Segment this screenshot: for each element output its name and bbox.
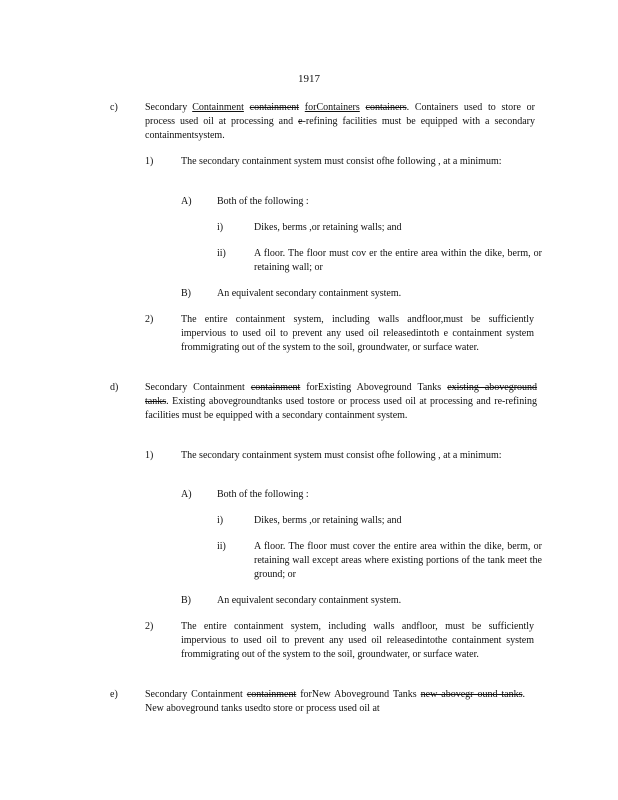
section-d-item-2-label: 2) xyxy=(145,621,154,632)
section-c-item-ii-text: A floor. The floor must cov er the entire area within the dike, berm, or retaining wall; or xyxy=(254,248,542,273)
section-e-body: . New aboveground tanks usedto store or process used oil at xyxy=(145,689,526,714)
section-d-body: . Existing abovegroundtanks used tostore or process used oil at processing and re-refining facilities must be equipped with a secondary containment system. xyxy=(145,396,537,421)
section-c-item-ii-label: ii) xyxy=(217,248,226,259)
section-e-deleted-containment: containment xyxy=(246,689,297,700)
section-d-title: Secondary Containment xyxy=(145,382,245,393)
section-c-item-i-text: Dikes, berms ,or retaining walls; and xyxy=(254,222,402,233)
section-c-item-A-label: A) xyxy=(181,196,192,207)
section-d-item-1-label: 1) xyxy=(145,450,154,461)
section-d-item-ii-label: ii) xyxy=(217,541,226,552)
section-c-inserted-for-containers: forContainers xyxy=(304,102,360,113)
section-d-item-B-label: B) xyxy=(181,595,191,606)
section-d-item-i-text: Dikes, berms ,or retaining walls; and xyxy=(254,515,402,526)
section-c-item-1-text: The secondary containment system must consist ofhe following , at a minimum: xyxy=(181,156,502,167)
section-c-deleted-containment: containment xyxy=(249,102,300,113)
section-c-body: . Containers used to store or process used oil at processing and xyxy=(145,102,535,127)
section-c-paragraph xyxy=(145,101,535,143)
section-d-paragraph xyxy=(145,381,537,423)
section-c-deleted-e: e xyxy=(298,116,303,127)
section-d-label: d) xyxy=(110,382,119,393)
section-c-item-1-label: 1) xyxy=(145,156,154,167)
section-e-paragraph xyxy=(145,688,525,716)
section-c-inserted-containment: Containment xyxy=(192,102,244,113)
section-c-body-continued: -refining facilities must be equipped with a secondary containmentsystem. xyxy=(145,116,535,141)
section-d-item-1-text: The secondary containment system must consist ofhe following , at a minimum: xyxy=(181,450,502,461)
section-c-item-A-text: Both of the following : xyxy=(217,196,309,207)
section-d-deleted-containment: containment xyxy=(250,382,301,393)
section-d-item-A-text: Both of the following : xyxy=(217,489,309,500)
section-c-deleted-containers: containers xyxy=(365,102,407,113)
section-e-deleted-new-tanks: new abovegr ound tanks xyxy=(420,689,523,700)
section-d-title-continued: forExisting Aboveground Tanks xyxy=(306,382,442,393)
section-d-item-B-text: An equivalent secondary containment system. xyxy=(217,595,402,606)
section-e-title-continued: forNew Aboveground Tanks xyxy=(300,689,417,700)
section-d-deleted-existing-tanks: existing aboveground tanks xyxy=(145,382,538,407)
section-c-item-B-label: B) xyxy=(181,288,191,299)
section-d-item-A-label: A) xyxy=(181,489,192,500)
section-e-label: e) xyxy=(110,689,118,700)
page-number: 1917 xyxy=(298,73,320,85)
section-c-title: Secondary xyxy=(145,102,188,113)
section-d-item-i-label: i) xyxy=(217,515,224,526)
section-d-item-2-text: The entire containment system, including walls andfloor, must be sufficiently impervious to used oil to prevent any used oil releasedintothe containment system frommigrating out of the system to the soil, groundwater, or surface water. xyxy=(181,621,534,660)
section-c-item-i-label: i) xyxy=(217,222,224,233)
section-c-item-B-text: An equivalent secondary containment system. xyxy=(217,288,402,299)
section-d-item-ii-text: A floor. The floor must cover the entire area within the dike, berm, or retaining wall except areas where existing portions of the tank meet the ground; or xyxy=(254,541,542,580)
section-c-item-2-text: The entire containment system, including walls andfloor,must be sufficiently impervious to used oil to prevent any used oil releasedintoth e containment system frommigrating out of the system to the soil, groundwater, or surface water. xyxy=(181,314,534,353)
section-e-title: Secondary Containment xyxy=(145,689,243,700)
section-c-label: c) xyxy=(110,102,118,113)
section-c-item-2-label: 2) xyxy=(145,314,154,325)
